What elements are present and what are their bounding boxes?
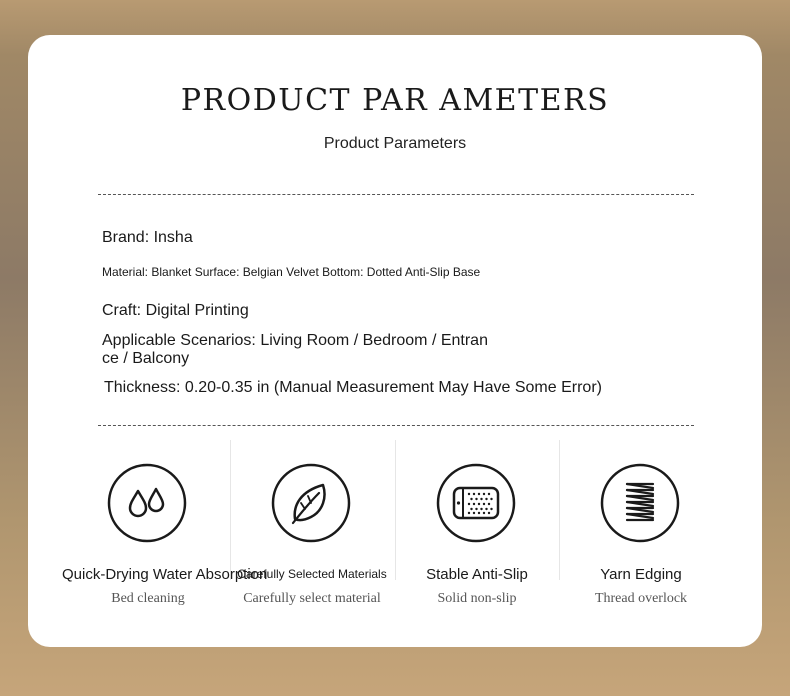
spec-material: Material: Blanket Surface: Belgian Velvet Bottom: Dotted Anti-Slip Base [102, 265, 481, 279]
feature-title: Yarn Edging [600, 566, 682, 583]
parameters-card [28, 35, 762, 647]
feature-yarn-edging [559, 440, 723, 615]
page-title: PRODUCT PAR AMETERS [180, 83, 610, 118]
coil-spring-icon [600, 463, 680, 543]
feature-anti-slip [395, 440, 559, 615]
anti-slip-mat-icon [436, 463, 516, 543]
spec-scenarios-line2: ce / Balcony [102, 350, 190, 367]
feature-subtitle: Bed cleaning [111, 591, 185, 606]
feature-selected-materials [230, 440, 394, 615]
feature-title: Carefully Selected Materials [237, 567, 387, 581]
spec-scenarios-line1: Applicable Scenarios: Living Room / Bedroom / Entran [102, 332, 488, 349]
water-drops-icon [107, 463, 187, 543]
spec-craft: Craft: Digital Printing [102, 302, 249, 319]
top-divider [98, 194, 694, 195]
feature-subtitle: Thread overlock [594, 591, 688, 606]
feature-title: Stable Anti-Slip [426, 566, 528, 583]
feature-quick-drying [62, 440, 268, 615]
feature-subtitle: Solid non-slip [437, 591, 517, 606]
feature-title: Quick-Drying Water Absorption [62, 566, 268, 583]
feather-leaf-icon [271, 463, 351, 543]
spec-thickness: Thickness: 0.20-0.35 in (Manual Measurement May Have Some Error) [104, 379, 602, 396]
feature-subtitle: Carefully select material [243, 591, 381, 606]
spec-brand: Brand: Insha [102, 229, 193, 246]
page-subtitle: Product Parameters [323, 135, 467, 152]
bottom-divider [98, 425, 694, 426]
